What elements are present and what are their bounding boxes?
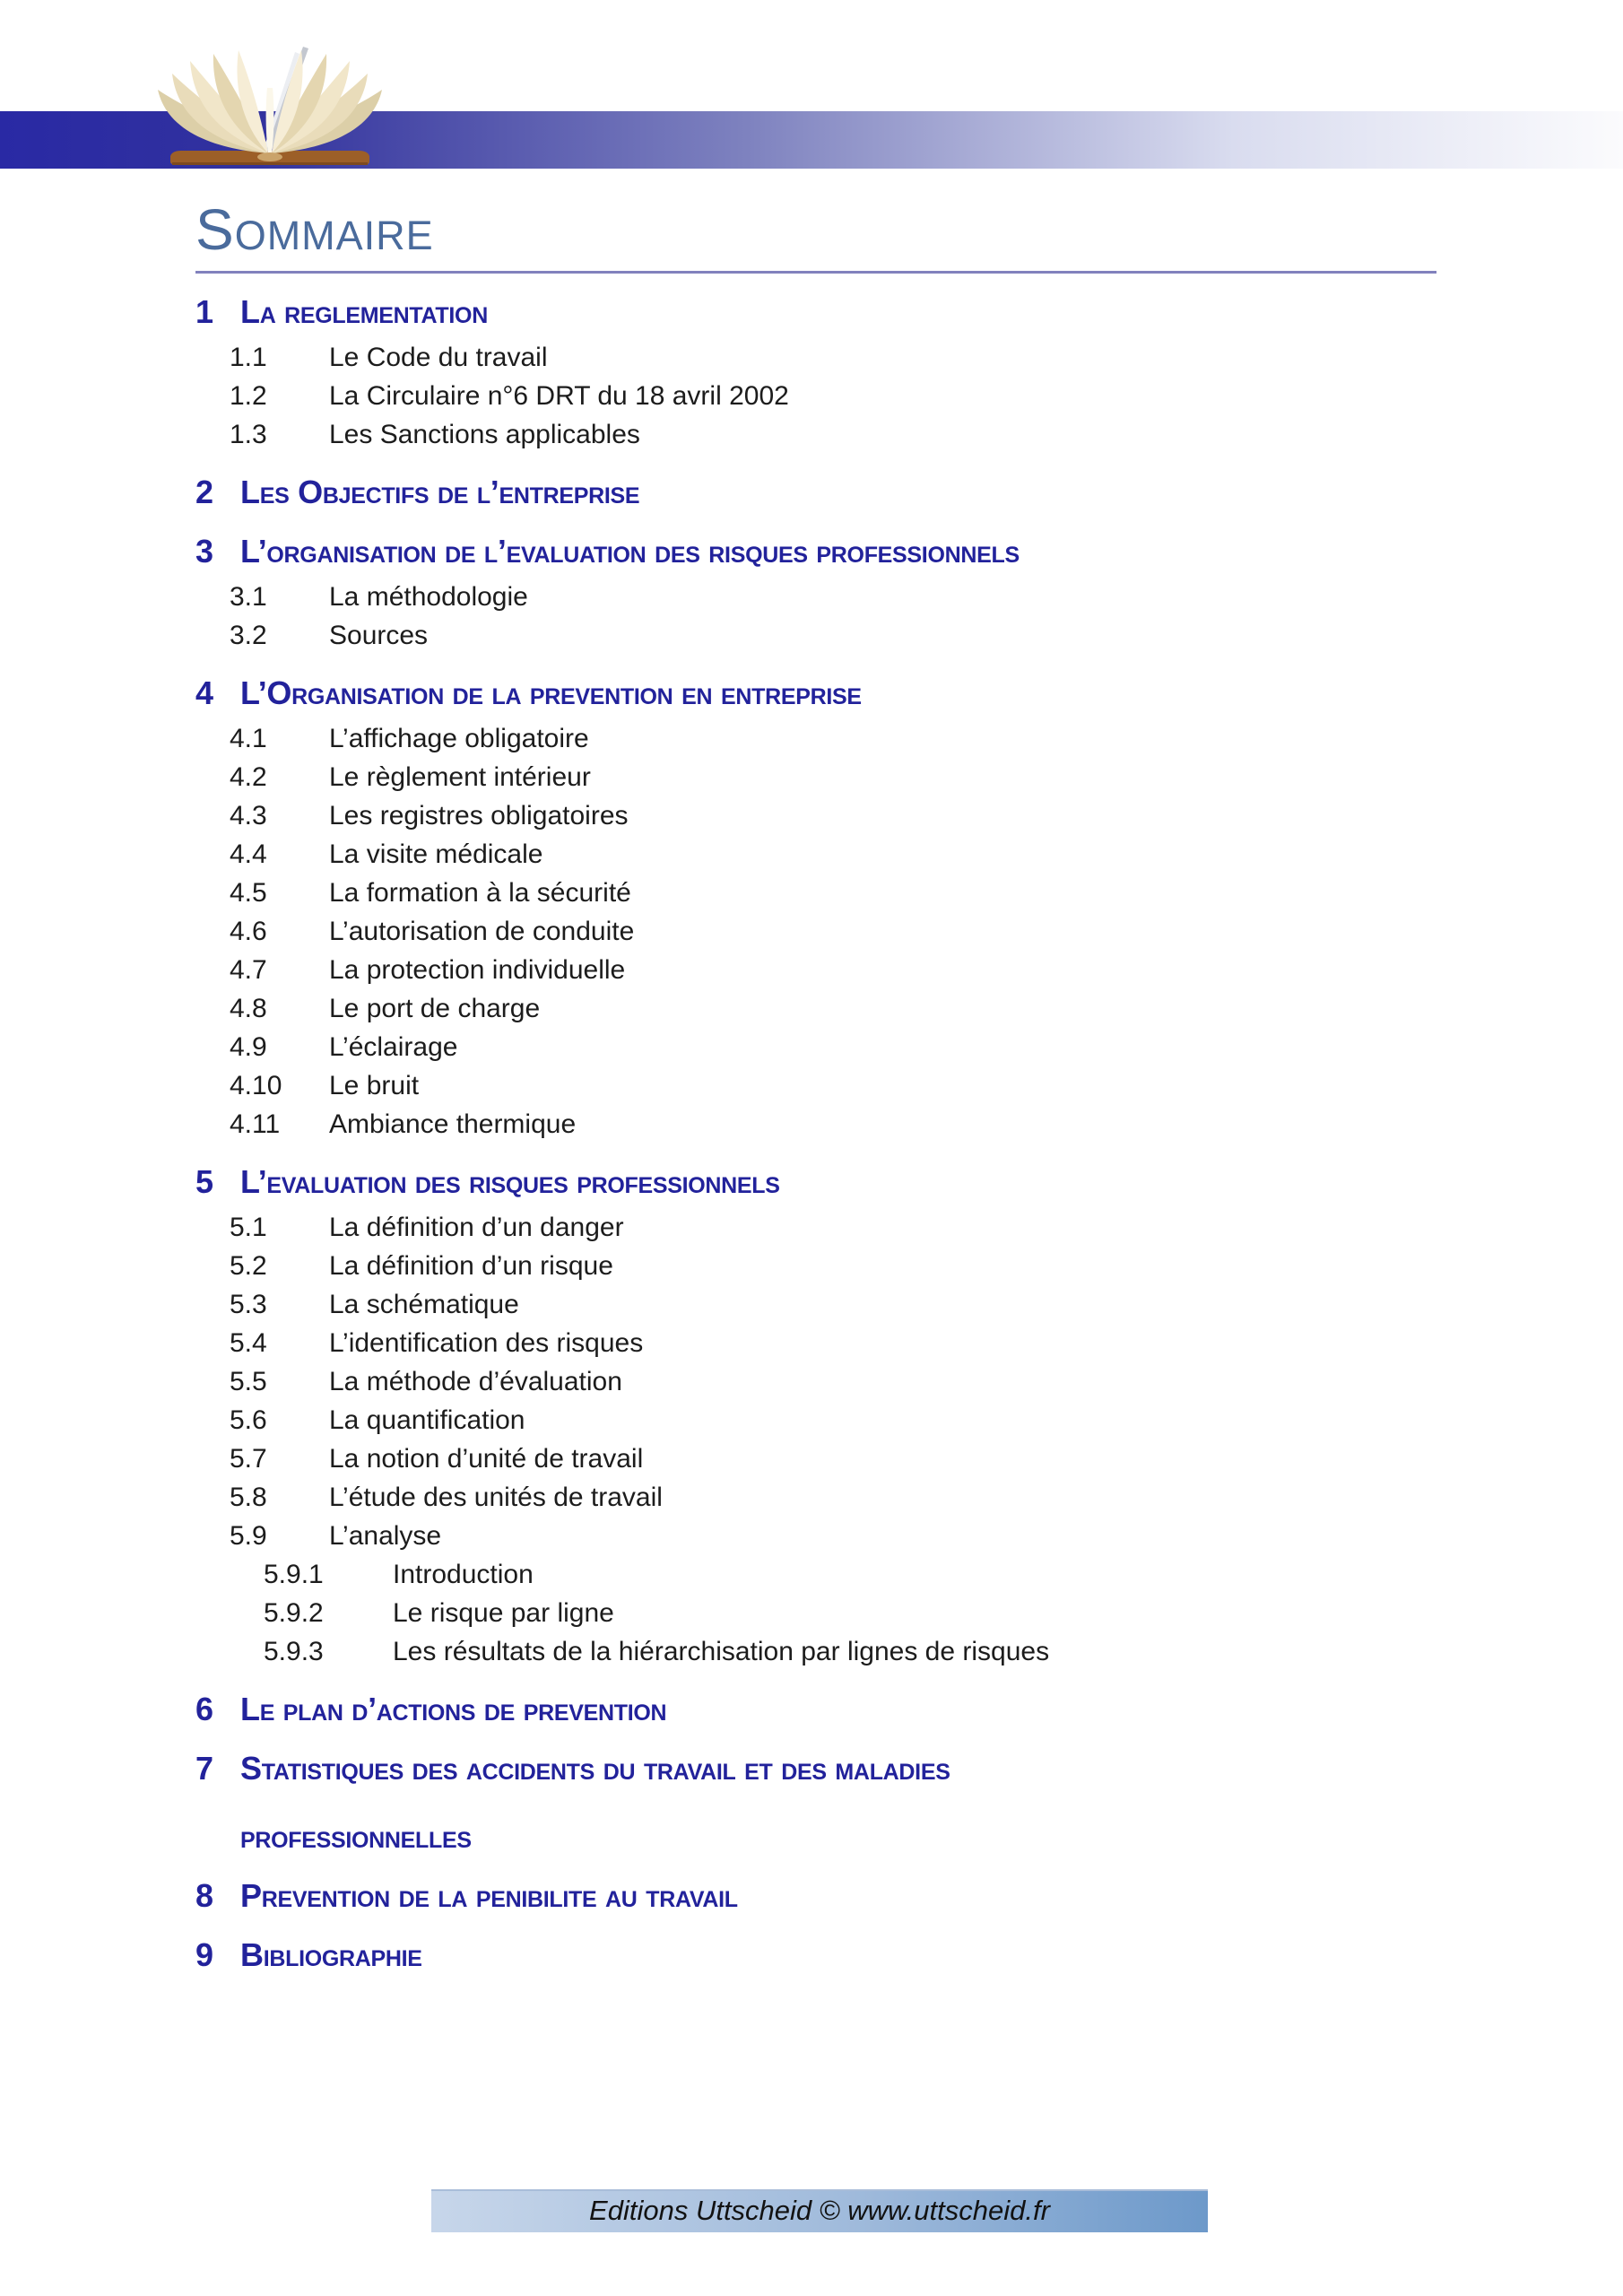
toc-entry-text: L’étude des unités de travail: [329, 1483, 663, 1512]
toc-entry-text: La définition d’un danger: [329, 1213, 624, 1242]
toc-section-number: 1: [195, 293, 213, 330]
toc-entry-number: 5.7: [230, 1444, 267, 1474]
toc-section-heading: [195, 1935, 1436, 1976]
toc-entry-number: 5.9: [230, 1521, 267, 1551]
toc-subentry: [195, 1555, 1436, 1594]
toc-entry: [195, 1401, 1436, 1439]
toc-section-title: [240, 1748, 1436, 1857]
toc-entry-text: La formation à la sécurité: [329, 878, 631, 908]
toc-entry-number: 4.3: [230, 801, 267, 831]
toc-entry: [195, 719, 1436, 758]
toc-entry-text: Le règlement intérieur: [329, 762, 591, 792]
toc-entry: [195, 758, 1436, 796]
toc-section-heading: [195, 1748, 1436, 1857]
toc-entry: [195, 1066, 1436, 1105]
toc-entry: [195, 951, 1436, 989]
toc-entry-text: L’éclairage: [329, 1032, 458, 1062]
toc-entry-text: L’autorisation de conduite: [329, 917, 635, 946]
footer-bar: [431, 2189, 1208, 2232]
toc-section-heading: [195, 472, 1436, 513]
toc-entry-number: 5.9.1: [264, 1560, 324, 1589]
toc-entry-number: 1.3: [230, 420, 267, 449]
toc-entry-text: La quantification: [329, 1405, 525, 1435]
toc-entry: [195, 1105, 1436, 1144]
toc-entry: [195, 415, 1436, 454]
toc-entry: [195, 1324, 1436, 1362]
toc-section-number: 6: [195, 1691, 213, 1727]
toc-entry: [195, 338, 1436, 377]
toc-entry-text: Le Code du travail: [329, 343, 548, 372]
toc-section-number: 3: [195, 533, 213, 570]
toc-entry-text: La méthodologie: [329, 582, 528, 612]
toc-entry-text: La notion d’unité de travail: [329, 1444, 644, 1474]
toc-entry-text: La définition d’un risque: [329, 1251, 613, 1281]
toc-entry-number: 3.1: [230, 582, 267, 612]
toc-section-title: Le plan d’actions de prevention: [240, 1691, 667, 1727]
page-title: Sommaire: [195, 197, 434, 262]
toc-section-title-line2: professionnelles: [240, 1818, 472, 1855]
toc-entry: [195, 1478, 1436, 1517]
toc-section-heading: [195, 1689, 1436, 1730]
toc-entry-number: 1.2: [230, 381, 267, 411]
toc-section-number: 2: [195, 474, 213, 510]
toc-entry: [195, 1247, 1436, 1285]
toc-entry-number: 4.8: [230, 994, 267, 1023]
toc-entry-text: La visite médicale: [329, 839, 543, 869]
toc-entry-number: 5.8: [230, 1483, 267, 1512]
toc-entry-number: 4.4: [230, 839, 267, 869]
title-rule: [195, 271, 1436, 274]
toc-section-heading: [195, 673, 1436, 714]
toc-section-title: La reglementation: [240, 293, 488, 330]
toc-entry-number: 5.6: [230, 1405, 267, 1435]
toc-section-number: 7: [195, 1750, 213, 1787]
toc-entry: [195, 1362, 1436, 1401]
toc-entry: [195, 796, 1436, 835]
toc-entry-text: Le port de charge: [329, 994, 541, 1023]
toc-entry: [195, 1208, 1436, 1247]
toc-entry-number: 5.3: [230, 1290, 267, 1319]
toc-section-title: Bibliographie: [240, 1936, 422, 1973]
toc-section-title: Prevention de la penibilite au travail: [240, 1877, 738, 1914]
toc-entry-text: Ambiance thermique: [329, 1109, 577, 1139]
toc-section-heading: [195, 1161, 1436, 1203]
toc-entry-number: 4.10: [230, 1071, 282, 1100]
toc-section-number: 4: [195, 674, 213, 711]
toc-entry-number: 4.5: [230, 878, 267, 908]
toc-entry-number: 4.2: [230, 762, 267, 792]
toc-entry: [195, 377, 1436, 415]
toc-entry: [195, 616, 1436, 655]
toc-entry-text: L’analyse: [329, 1521, 442, 1551]
toc-section-heading: [195, 531, 1436, 572]
toc-entry-number: 4.7: [230, 955, 267, 985]
toc-section-title-line1: Statistiques des accidents du travail et des maladies: [240, 1750, 950, 1787]
toc-entry-text: Introduction: [393, 1560, 534, 1589]
toc-section-title: L’evaluation des risques professionnels: [240, 1163, 780, 1200]
footer-text: Editions Uttscheid © www.uttscheid.fr: [589, 2195, 1050, 2226]
toc-entry-number: 4.11: [230, 1109, 281, 1139]
toc-entry-text: La méthode d’évaluation: [329, 1367, 622, 1396]
toc-section-number: 5: [195, 1163, 213, 1200]
open-book-icon: [151, 34, 389, 170]
toc-entry-text: L’identification des risques: [329, 1328, 644, 1358]
toc-subentry: [195, 1632, 1436, 1671]
toc-entry: [195, 835, 1436, 874]
toc-entry-number: 4.6: [230, 917, 267, 946]
toc-entry-text: Le risque par ligne: [393, 1598, 614, 1628]
toc-entry: [195, 1517, 1436, 1555]
main-content: [195, 197, 1436, 1981]
toc-entry-text: Les Sanctions applicables: [329, 420, 640, 449]
toc-entry-text: Sources: [329, 621, 429, 650]
toc-section-title: L’organisation de l’evaluation des risques professionnels: [240, 533, 1020, 570]
toc-entry-number: 5.1: [230, 1213, 267, 1242]
toc-entry-text: La protection individuelle: [329, 955, 626, 985]
toc-entry-text: Les registres obligatoires: [329, 801, 629, 831]
toc-section-number: 8: [195, 1877, 213, 1914]
toc-entry-number: 1.1: [230, 343, 267, 372]
toc-section-title: L’Organisation de la prevention en entreprise: [240, 674, 862, 711]
toc-section-number: 9: [195, 1936, 213, 1973]
toc-entry-number: 4.9: [230, 1032, 267, 1062]
toc-entry-text: L’affichage obligatoire: [329, 724, 589, 753]
toc-entry: [195, 989, 1436, 1028]
toc-entry: [195, 1028, 1436, 1066]
table-of-contents: [195, 291, 1436, 1976]
toc-entry-number: 5.5: [230, 1367, 267, 1396]
toc-entry-number: 4.1: [230, 724, 267, 753]
toc-entry-number: 3.2: [230, 621, 267, 650]
toc-entry: [195, 578, 1436, 616]
toc-section-title: Les Objectifs de l’entreprise: [240, 474, 640, 510]
toc-section-heading: [195, 291, 1436, 333]
toc-entry: [195, 1285, 1436, 1324]
toc-entry: [195, 912, 1436, 951]
toc-entry-text: La Circulaire n°6 DRT du 18 avril 2002: [329, 381, 789, 411]
toc-entry-number: 5.9.3: [264, 1637, 324, 1666]
toc-entry: [195, 874, 1436, 912]
toc-entry-text: Les résultats de la hiérarchisation par lignes de risques: [393, 1637, 1050, 1666]
toc-subentry: [195, 1594, 1436, 1632]
toc-entry-text: La schématique: [329, 1290, 519, 1319]
toc-entry-text: Le bruit: [329, 1071, 420, 1100]
toc-entry-number: 5.4: [230, 1328, 267, 1358]
toc-entry-number: 5.9.2: [264, 1598, 324, 1628]
toc-entry-number: 5.2: [230, 1251, 267, 1281]
toc-section-heading: [195, 1875, 1436, 1917]
toc-entry: [195, 1439, 1436, 1478]
